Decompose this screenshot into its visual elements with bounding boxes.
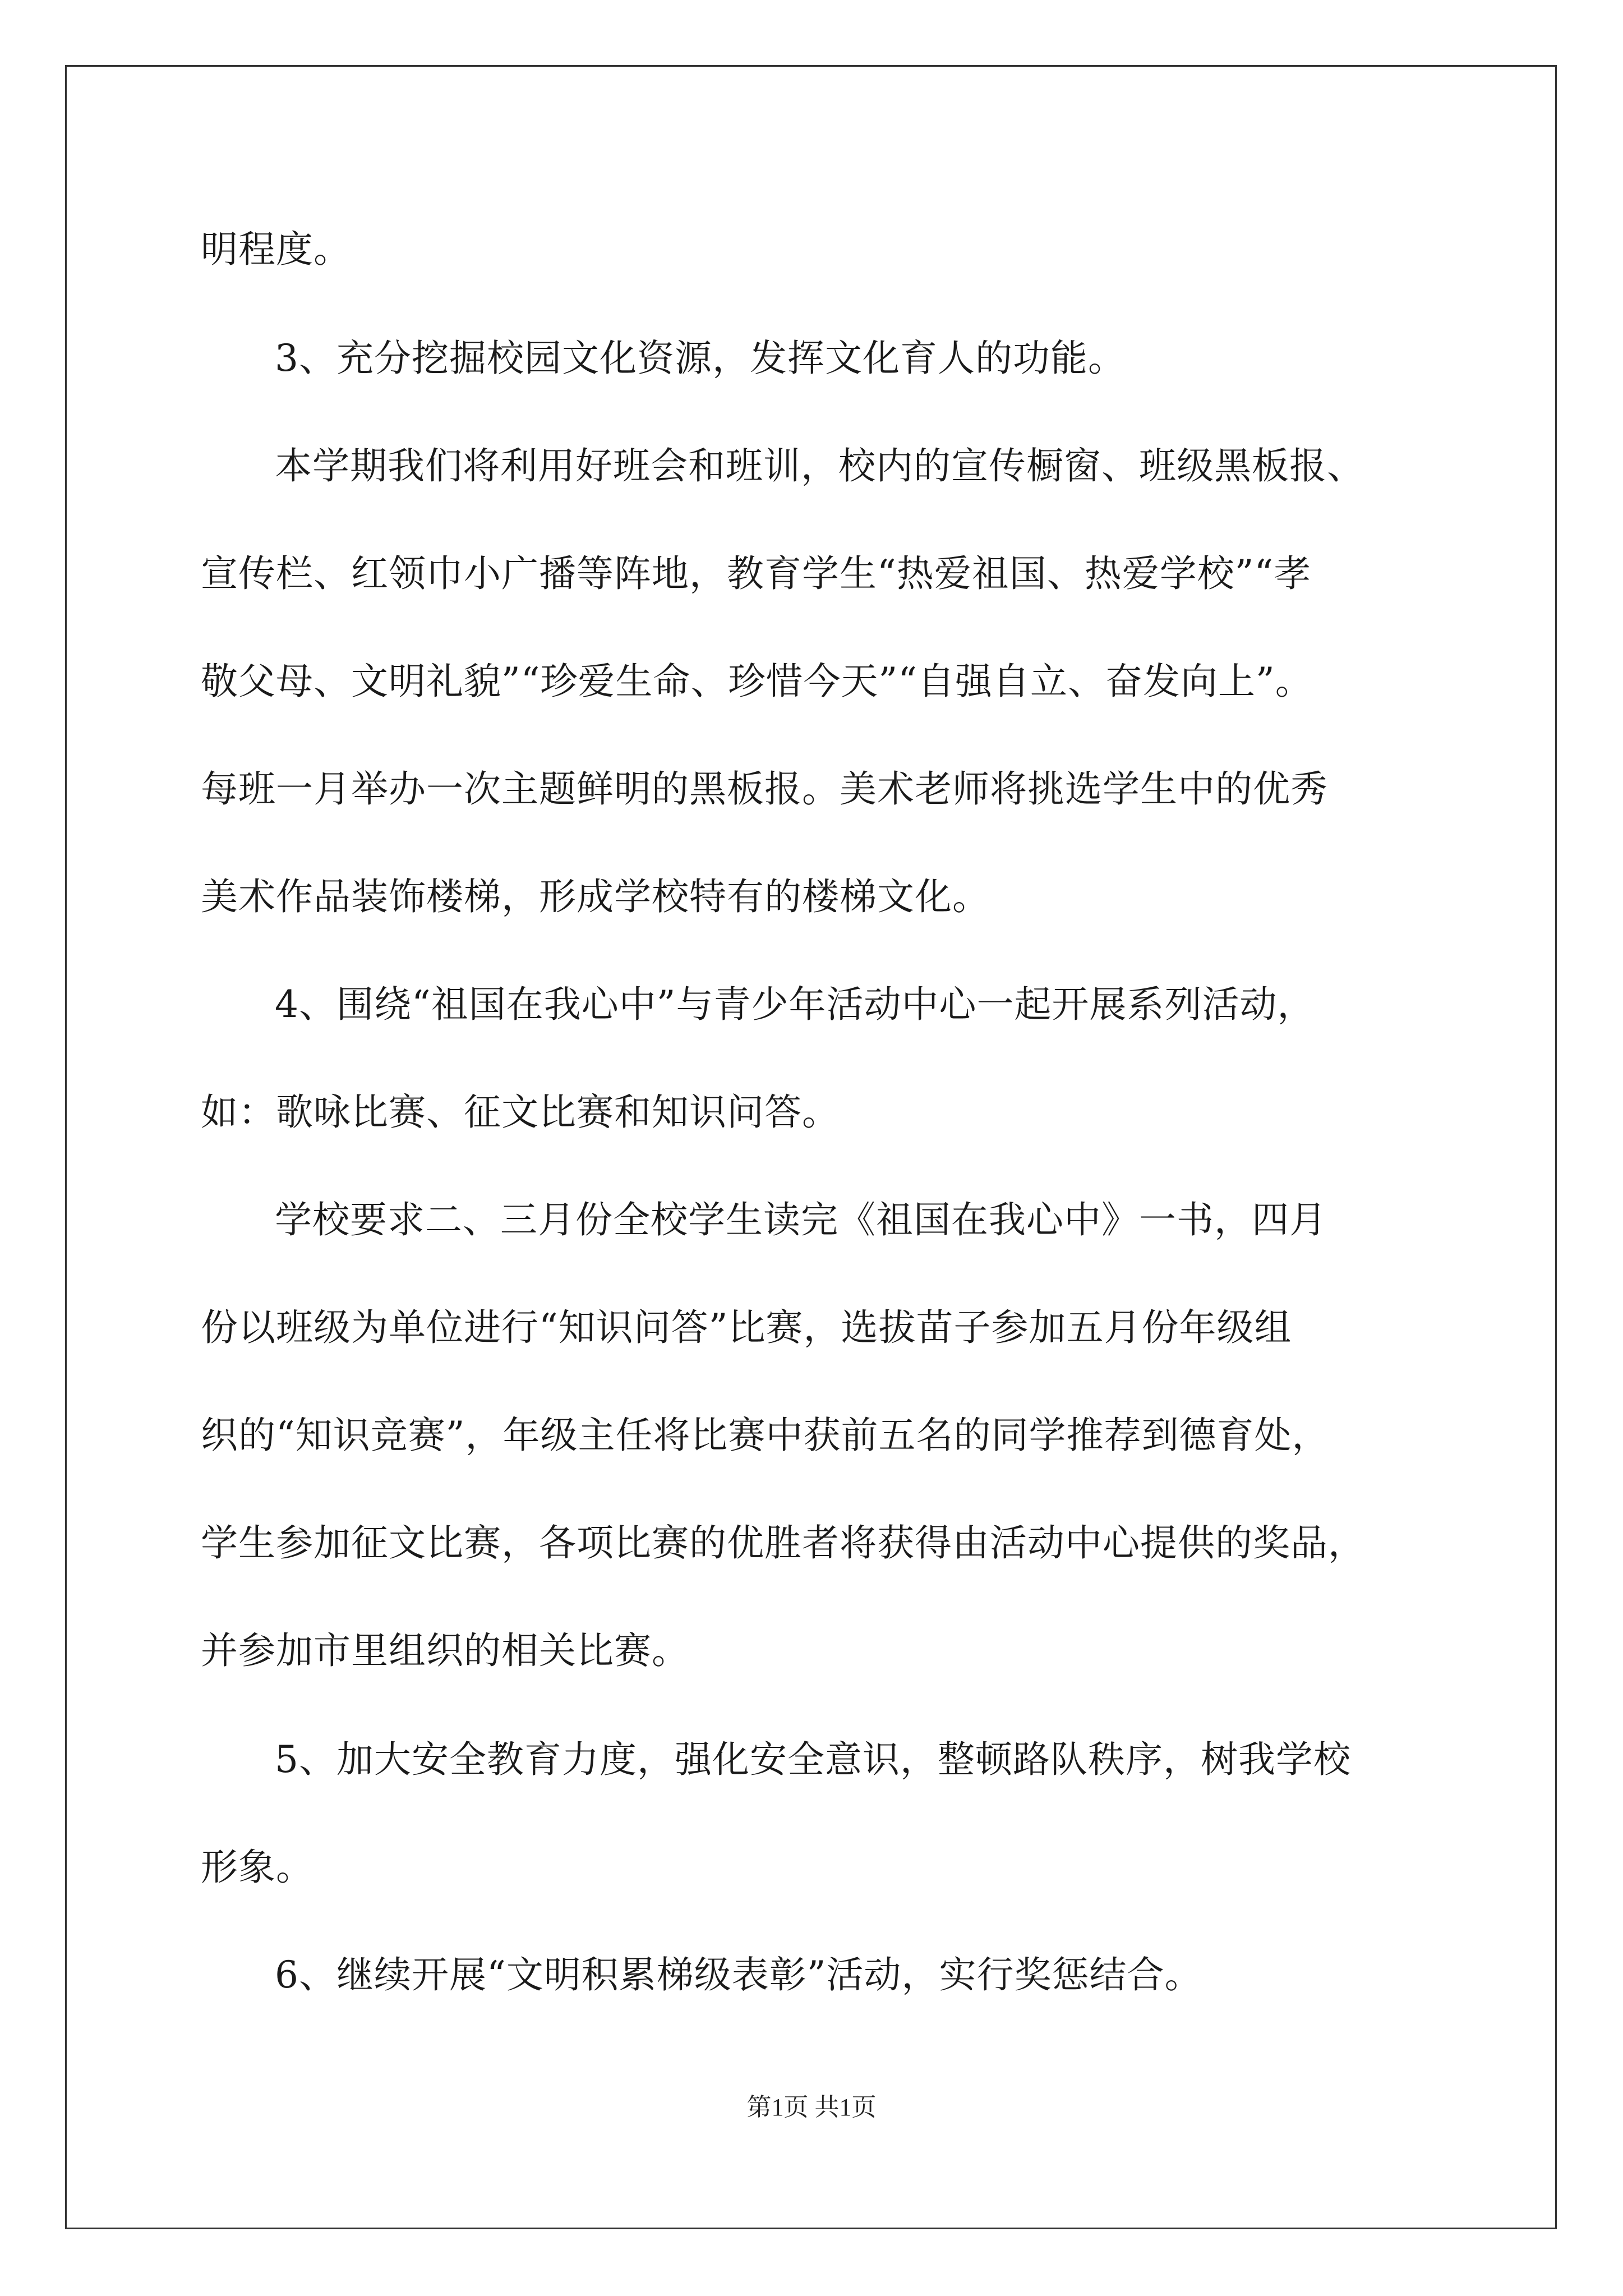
text-line: 学生参加征文比赛，各项比赛的优胜者将获得由活动中心提供的奖品， [201,1521,1366,1565]
text-line: 份以班级为单位进行“知识问答”比赛，选拔苗子参加五月份年级组 [201,1306,1292,1349]
text-line: 学校要求二、三月份全校学生读完《祖国在我心中》一书，四月 [275,1198,1327,1241]
text-line: 并参加市里组织的相关比赛。 [201,1629,689,1672]
text-line: 织的“知识竞赛”，年级主任将比赛中获前五名的同学推荐到德育处， [201,1414,1330,1457]
page-border [65,65,1557,2229]
page-footer: 第1页 共1页 [746,2093,877,2121]
text-line: 敬父母、文明礼貌”“珍爱生命、珍惜今天”“自强自立、奋发向上”。 [201,660,1313,703]
text-line: 明程度。 [201,228,351,271]
text-line: 形象。 [201,1846,313,1889]
text-line: 6、继续开展“文明积累梯级表彰”活动，实行奖惩结合。 [275,1953,1202,1996]
text-line: 如：歌咏比赛、征文比赛和知识问答。 [201,1091,840,1134]
text-line: 4、围绕“祖国在我心中”与青少年活动中心一起开展系列活动， [275,983,1315,1026]
text-line: 美术作品装饰楼梯，形成学校特有的楼梯文化。 [201,875,990,918]
text-line: 本学期我们将利用好班会和班训，校内的宣传橱窗、班级黑板报、 [275,444,1364,487]
text-line: 5、加大安全教育力度，强化安全意识，整顿路队秩序，树我学校 [275,1738,1351,1781]
text-line: 3、充分挖掘校园文化资源，发挥文化育人的功能。 [275,337,1126,380]
text-line: 每班一月举办一次主题鲜明的黑板报。美术老师将挑选学生中的优秀 [201,767,1328,811]
text-line: 宣传栏、红领巾小广播等阵地，教育学生“热爱祖国、热爱学校”“孝 [201,552,1312,595]
